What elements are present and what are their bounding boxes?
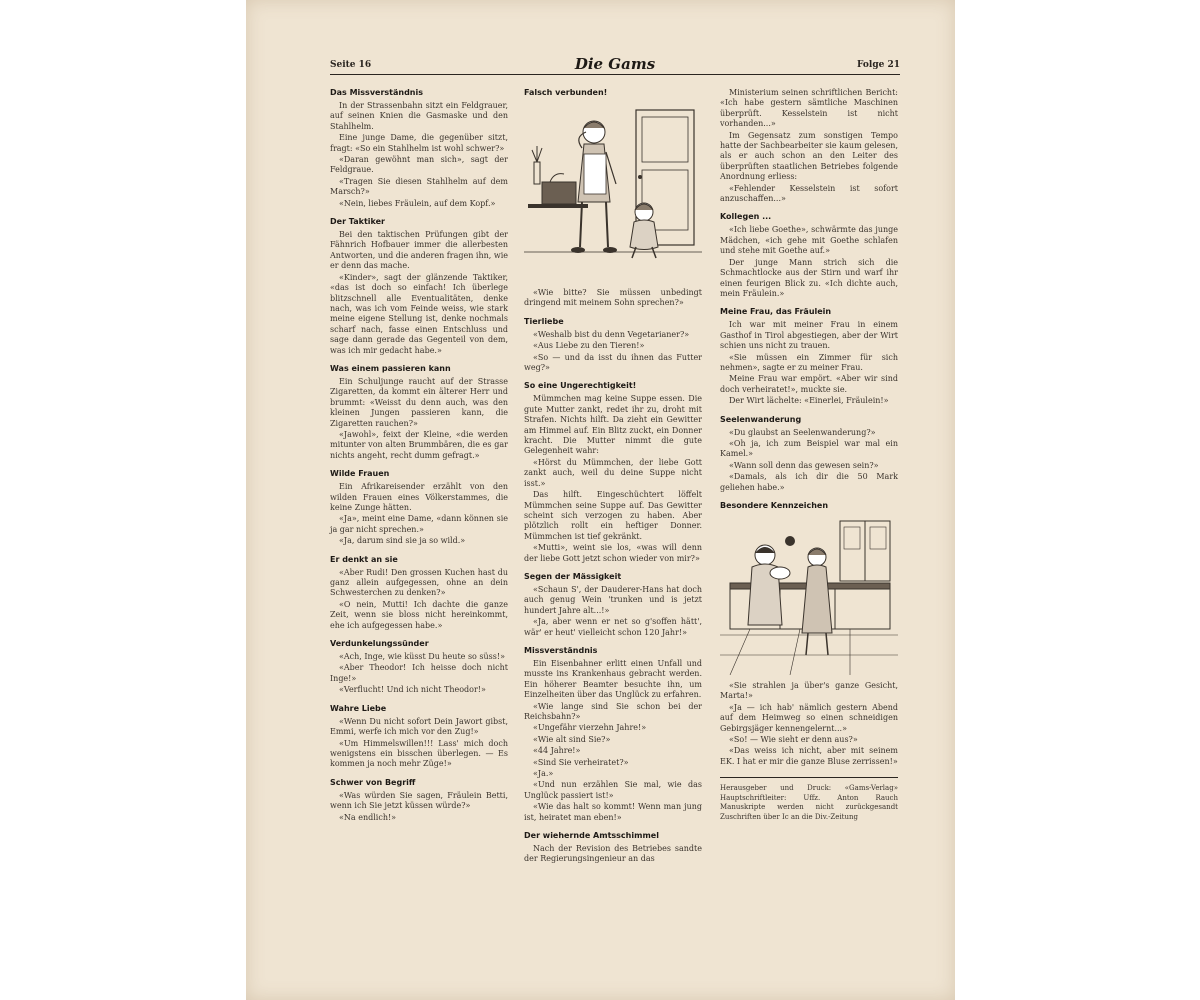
article-paragraph: Mümmchen mag keine Suppe essen. Die gute Mutter zankt, redet ihr zu, droht mit Strafen. Nichts hilft. Da zieht ein Gewitter am Himmel auf. Ein Blitz zuckt, ein Donner kracht. Die Mutter nimmt die gute Gelegenheit wahr: (524, 394, 702, 456)
article-paragraph: «Weshalb bist du denn Vegetarianer?» (533, 329, 690, 339)
article-paragraph: Ich war mit meiner Frau in einem Gasthof in Tirol abgestiegen, aber der Wirt schien uns nicht zu trauen. (720, 320, 898, 351)
article-title: Meine Frau, das Fräulein (720, 307, 832, 317)
article-title: Wahre Liebe (330, 703, 387, 713)
article-paragraph: «Das weiss ich nicht, aber mit seinem EK. I hat er mir die ganze Bluse zerrissen!» (720, 746, 898, 766)
article-title: Was einem passieren kann (330, 363, 451, 373)
masthead-title: Die Gams (574, 55, 656, 73)
column-3 (720, 88, 898, 822)
article-paragraph: «Hörst du Mümmchen, der liebe Gott zankt auch, weil du deine Suppe nicht isst.» (524, 457, 702, 488)
article-paragraph: «Aber Theodor! Ich heisse doch nicht Inge!» (330, 663, 508, 683)
article-paragraph: «Wie lange sind Sie schon bei der Reichsbahn?» (524, 701, 702, 721)
article-paragraph: «Ja», meint eine Dame, «dann können sie ja gar nicht sprechen.» (330, 514, 508, 534)
article-paragraph: «Jawohl», feixt der Kleine, «die werden mitunter von alten Brummbären, die es gar nichts angeht, recht dumm gefragt.» (330, 429, 508, 460)
article-paragraph: «Na endlich!» (339, 812, 397, 822)
article-paragraph: «So! — Wie sieht er denn aus?» (729, 735, 858, 745)
article-paragraph: «Sie müssen ein Zimmer für sich nehmen», sagte er zu meiner Frau. (720, 352, 898, 372)
article-title: Der wiehernde Amtsschimmel (524, 831, 659, 841)
article-title: Missverständnis (524, 645, 598, 655)
article-paragraph: «Daran gewöhnt man sich», sagt der Feldgraue. (330, 155, 508, 175)
column-1 (330, 88, 508, 824)
imprint-text: Herausgeber und Druck: «Gams-Verlag» Hauptschriftleiter: Uffz. Anton Rauch Manuskripte werden nicht zurückgesandt Zuschriften über Ic an die Div.-Zeitung (720, 784, 898, 821)
article-paragraph: «Verflucht! Und ich nicht Theodor!» (339, 685, 486, 695)
cartoon-title: Falsch verbunden! (524, 88, 608, 97)
page-number: Seite 16 (330, 60, 372, 70)
article-paragraph: «Wie alt sind Sie?» (533, 734, 611, 744)
article-paragraph: «Wann soll denn das gewesen sein?» (729, 460, 879, 470)
article-title: Seelenwanderung (720, 414, 802, 424)
article-paragraph: Der Wirt lächelte: «Einerlei, Fräulein!» (729, 396, 889, 406)
article-paragraph: «Aus Liebe zu den Tieren!» (533, 341, 645, 351)
article-paragraph: «Kinder», sagt der glänzende Taktiker, «das ist doch so einfach! Ich überlege blitzschnell alle Eventualitäten, denke nach, was ich vom Feinde weiss, wie stark meine eigene Stellung ist, denke nochmals scharf nach, fasse einen Entschluss und sage dann gerade das Gegenteil von dem, was ich mir gedacht habe.» (330, 272, 508, 355)
article-paragraph: «Sie strahlen ja über's ganze Gesicht, Marta!» (720, 681, 898, 701)
article-title: Wilde Frauen (330, 469, 390, 479)
article-title: Er denkt an sie (330, 554, 398, 564)
article-paragraph: Ein Eisenbahner erlitt einen Unfall und musste ins Krankenhaus gebracht werden. Ein höherer Beamter besuchte ihn, um Einzelheiten über das Unglück zu erfahren. (524, 658, 702, 700)
article-paragraph: «So — und da isst du ihnen das Futter weg?» (524, 352, 702, 373)
article-title: Kollegen ... (720, 212, 772, 222)
article-paragraph: «Wie das halt so kommt! Wenn man jung ist, heiratet man eben!» (524, 802, 702, 822)
article-title: Schwer von Begriff (330, 777, 416, 787)
imprint-footer (720, 777, 898, 822)
cartoon-caption: «Wie bitte? Sie müssen unbedingt dringend mit meinem Sohn sprechen?» (524, 288, 702, 308)
column-2 (524, 88, 702, 866)
article-paragraph: «44 Jahre!» (533, 746, 581, 756)
article-paragraph: «Ach, Inge, wie küsst Du heute so süss!» (339, 652, 505, 662)
article-paragraph: «Ja.» (533, 769, 554, 779)
article-paragraph: «Ja, aber wenn er net so g'soffen hätt', wär' er heut' vielleicht schon 120 Jahr!» (524, 617, 702, 637)
article-paragraph: «Was würden Sie sagen, Fräulein Betti, wenn ich Sie jetzt küssen würde?» (330, 790, 508, 811)
article-paragraph: «Damals, als ich dir die 50 Mark geliehen habe.» (720, 472, 898, 492)
article-paragraph: «Und nun erzählen Sie mal, wie das Unglück passiert ist!» (524, 780, 702, 800)
cartoon-kitchen-illustration (720, 515, 898, 675)
article-paragraph: «Sind Sie verheiratet?» (533, 757, 629, 767)
article-title: Das Missverständnis (330, 88, 424, 97)
article-paragraph: Eine junge Dame, die gegenüber sitzt, fragt: «So ein Stahlhelm ist wohl schwer?» (330, 133, 508, 153)
article-paragraph: In der Strassenbahn sitzt ein Feldgrauer, auf seinen Knien die Gasmaske und den Stahlhelm. (330, 101, 508, 131)
article-paragraph: Ministerium seinen schriftlichen Bericht: «Ich habe gestern sämtliche Maschinen überprüft. Kesselstein ist nicht vorhanden...» (720, 88, 898, 129)
article-paragraph: «Ja, darum sind sie ja so wild.» (339, 536, 466, 546)
article-paragraph: «O nein, Mutti! Ich dachte die ganze Zeit, wenn sie bloss nicht hereinkommt, ehe ich aufgegessen habe.» (330, 599, 508, 630)
article-paragraph: Der junge Mann strich sich die Schmachtlocke aus der Stirn und warf ihr einen feurigen Blick zu. «Ich dichte auch, mein Fräulein.» (720, 257, 898, 298)
article-paragraph: «Oh ja, ich zum Beispiel war mal ein Kamel.» (720, 438, 898, 459)
article-paragraph: «Wenn Du nicht sofort Dein Jawort gibst, Emmi, werfe ich mich vor den Zug!» (330, 716, 508, 737)
article-paragraph: Ein Schuljunge raucht auf der Strasse Zigaretten, da kommt ein älterer Herr und brummt: «Weisst du denn auch, was den kleinen Jungen passieren kann, die Zigaretten rauchen?» (330, 376, 508, 428)
article-title: So eine Ungerechtigkeit! (524, 381, 637, 391)
article-paragraph: Bei den taktischen Prüfungen gibt der Fähnrich Hofbauer immer die allerbesten Antworten, und die anderen fragen ihn, wie er denn das mache. (330, 230, 508, 271)
article-paragraph: «Tragen Sie diesen Stahlhelm auf dem Marsch?» (330, 176, 508, 197)
newspaper-page (246, 0, 955, 1000)
header-rule (330, 74, 900, 75)
article-paragraph: «Nein, liebes Fräulein, auf dem Kopf.» (339, 198, 496, 208)
article-paragraph: «Mutti», weint sie los, «was will denn der liebe Gott jetzt schon wieder von mir?» (524, 543, 702, 563)
cartoon2-title: Besondere Kennzeichen (720, 501, 829, 510)
article-paragraph: «Du glaubst an Seelenwanderung?» (729, 427, 876, 437)
article-paragraph: Das hilft. Eingeschüchtert löffelt Mümmchen seine Suppe auf. Das Gewitter scheint sich verzogen zu haben. Aber plötzlich rollt ein heftiger Donner. Mümmchen ist tief gekränkt. (524, 490, 702, 541)
article-paragraph: Im Gegensatz zum sonstigen Tempo hatte der Sachbearbeiter sie kaum gelesen, als er auch schon an den Leiter des überprüften staatlichen Betriebes folgende Anordnung erliess: (720, 130, 898, 182)
article-title: Tierliebe (524, 316, 564, 326)
article-paragraph: «Ungefähr vierzehn Jahre!» (533, 723, 647, 733)
article-paragraph: Ein Afrikareisender erzählt von den wilden Frauen eines Völkerstammes, die keine Zunge hätten. (330, 482, 508, 512)
article-paragraph: «Schaun S', der Dauderer-Hans hat doch auch genug Wein 'trunken und is jetzt hundert Jahre alt...!» (524, 584, 702, 615)
article-paragraph: «Fehlender Kesselstein ist sofort anzuschaffen...» (720, 183, 898, 204)
article-title: Verdunkelungssünder (330, 639, 429, 649)
article-paragraph: «Um Himmelswillen!!! Lass' mich doch wenigstens ein bisschen überlegen. — Es kommen ja noch mehr Züge!» (330, 738, 508, 769)
article-paragraph: «Ich liebe Goethe», schwärmte das junge Mädchen, «ich gehe mit Goethe schlafen und stehe mit Goethe auf.» (720, 225, 898, 256)
article-paragraph: «Aber Rudi! Den grossen Kuchen hast du ganz allein aufgegessen, ohne an dein Schwesterchen zu denken?» (330, 567, 508, 598)
issue-number: Folge 21 (857, 60, 900, 70)
cartoon-phone-illustration (524, 102, 702, 282)
article-title: Der Taktiker (330, 217, 385, 227)
article-paragraph: Nach der Revision des Betriebes sandte der Regierungsingenieur an das (524, 844, 702, 864)
article-title: Segen der Mässigkeit (524, 571, 622, 581)
article-paragraph: Meine Frau war empört. «Aber wir sind doch verheiratet!», muckte sie. (720, 374, 898, 394)
article-paragraph: «Ja — ich hab' nämlich gestern Abend auf dem Heimweg so einen schneidigen Gebirgsjäger kennengelernt...» (720, 702, 898, 733)
